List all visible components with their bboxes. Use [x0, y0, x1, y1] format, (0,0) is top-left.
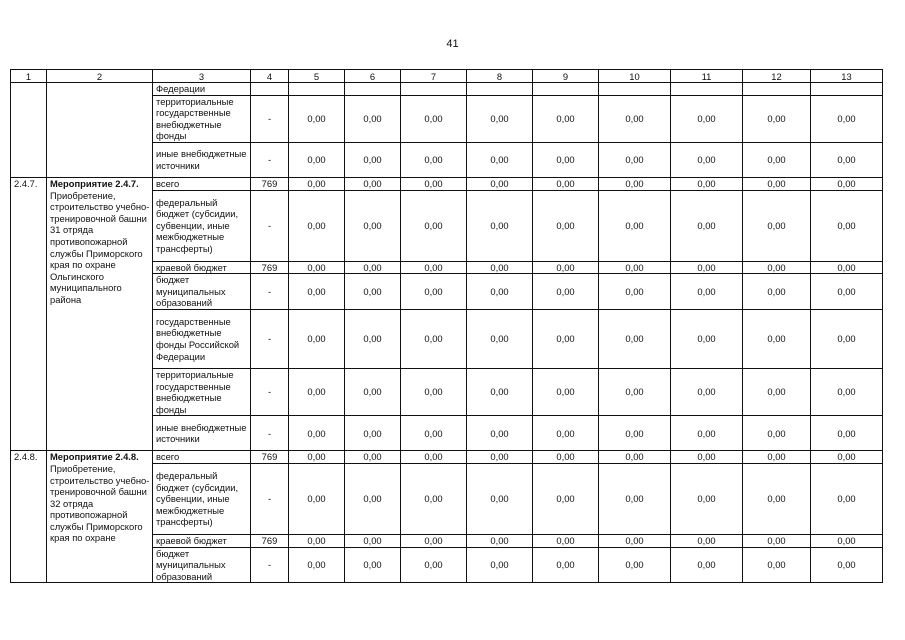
value-cell: 0,00 [599, 463, 671, 534]
value-cell: 0,00 [401, 416, 467, 451]
value-cell: 0,00 [599, 274, 671, 310]
value-cell: 0,00 [671, 95, 743, 142]
table-row [11, 83, 883, 96]
value-cell: 0,00 [533, 309, 599, 368]
value-cell: 0,00 [743, 309, 811, 368]
table-row [11, 451, 883, 464]
value-cell: 0,00 [345, 547, 401, 583]
value-cell: 0,00 [289, 451, 345, 464]
value-cell: 0,00 [671, 309, 743, 368]
column-header: 12 [743, 70, 811, 83]
value-cell: 0,00 [401, 190, 467, 261]
value-cell: 0,00 [811, 177, 883, 190]
value-cell: 0,00 [467, 261, 533, 274]
value-cell: 0,00 [671, 142, 743, 177]
column-header: 4 [251, 70, 289, 83]
measure-title [47, 83, 153, 178]
value-cell: 0,00 [533, 95, 599, 142]
value-cell: 0,00 [533, 534, 599, 547]
value-cell: 0,00 [533, 190, 599, 261]
value-cell [467, 83, 533, 96]
value-cell: 0,00 [467, 95, 533, 142]
column-header: 9 [533, 70, 599, 83]
column-header: 6 [345, 70, 401, 83]
measure-title-text: Приобретение, строительство учебно-тренировочной башни 32 отряда противопожарной службы Приморского края по охране [50, 462, 150, 544]
value-cell: 0,00 [467, 177, 533, 190]
value-cell: 0,00 [811, 416, 883, 451]
value-cell: 0,00 [743, 142, 811, 177]
code-cell: 769 [251, 261, 289, 274]
code-cell: - [251, 274, 289, 310]
value-cell: 0,00 [289, 463, 345, 534]
measure-title [47, 451, 153, 583]
value-cell: 0,00 [345, 142, 401, 177]
value-cell [671, 83, 743, 96]
value-cell: 0,00 [289, 416, 345, 451]
value-cell [743, 83, 811, 96]
value-cell: 0,00 [811, 534, 883, 547]
value-cell: 0,00 [811, 309, 883, 368]
value-cell: 0,00 [533, 261, 599, 274]
column-header: 3 [153, 70, 251, 83]
budget-table [10, 69, 883, 583]
value-cell: 0,00 [345, 177, 401, 190]
funding-source: краевой бюджет [153, 534, 251, 547]
value-cell: 0,00 [533, 463, 599, 534]
funding-source: всего [153, 451, 251, 464]
funding-source: территориальные государственные внебюджетные фонды [153, 368, 251, 415]
code-cell: - [251, 142, 289, 177]
value-cell: 0,00 [345, 309, 401, 368]
value-cell: 0,00 [345, 451, 401, 464]
value-cell [811, 83, 883, 96]
value-cell: 0,00 [811, 95, 883, 142]
value-cell: 0,00 [811, 368, 883, 415]
value-cell: 0,00 [743, 190, 811, 261]
column-header: 8 [467, 70, 533, 83]
value-cell: 0,00 [671, 177, 743, 190]
code-cell: - [251, 309, 289, 368]
value-cell [599, 83, 671, 96]
value-cell: 0,00 [671, 261, 743, 274]
value-cell: 0,00 [671, 547, 743, 583]
value-cell: 0,00 [345, 368, 401, 415]
code-cell: - [251, 95, 289, 142]
value-cell: 0,00 [671, 416, 743, 451]
value-cell: 0,00 [743, 451, 811, 464]
measure-code: 2.4.8. [11, 451, 47, 583]
value-cell: 0,00 [467, 309, 533, 368]
value-cell: 0,00 [599, 309, 671, 368]
value-cell: 0,00 [401, 368, 467, 415]
funding-source: бюджет муниципальных образований [153, 274, 251, 310]
column-header: 13 [811, 70, 883, 83]
value-cell: 0,00 [671, 190, 743, 261]
value-cell: 0,00 [743, 274, 811, 310]
value-cell: 0,00 [811, 142, 883, 177]
value-cell: 0,00 [533, 177, 599, 190]
column-header: 2 [47, 70, 153, 83]
value-cell: 0,00 [401, 177, 467, 190]
value-cell: 0,00 [599, 95, 671, 142]
value-cell: 0,00 [345, 274, 401, 310]
measure-title-bold: Мероприятие 2.4.8. [50, 451, 139, 463]
funding-source: федеральный бюджет (субсидии, субвенции, иные межбюджетные трансферты) [153, 190, 251, 261]
value-cell: 0,00 [345, 463, 401, 534]
value-cell: 0,00 [811, 274, 883, 310]
value-cell: 0,00 [743, 463, 811, 534]
code-cell: - [251, 547, 289, 583]
value-cell: 0,00 [533, 142, 599, 177]
value-cell: 0,00 [743, 534, 811, 547]
value-cell: 0,00 [743, 416, 811, 451]
column-header: 10 [599, 70, 671, 83]
value-cell: 0,00 [811, 547, 883, 583]
value-cell: 0,00 [599, 190, 671, 261]
measure-title [47, 177, 153, 450]
value-cell: 0,00 [811, 451, 883, 464]
code-cell: - [251, 190, 289, 261]
value-cell: 0,00 [467, 463, 533, 534]
value-cell: 0,00 [671, 463, 743, 534]
funding-source: федеральный бюджет (субсидии, субвенции, иные межбюджетные трансферты) [153, 463, 251, 534]
value-cell: 0,00 [811, 261, 883, 274]
value-cell: 0,00 [401, 261, 467, 274]
value-cell: 0,00 [533, 451, 599, 464]
value-cell: 0,00 [599, 416, 671, 451]
page-number: 41 [446, 38, 459, 50]
value-cell [345, 83, 401, 96]
value-cell: 0,00 [671, 534, 743, 547]
measure-title-bold: Мероприятие 2.4.7. [50, 177, 139, 189]
value-cell: 0,00 [599, 547, 671, 583]
value-cell: 0,00 [401, 142, 467, 177]
code-cell: - [251, 416, 289, 451]
code-cell: 769 [251, 534, 289, 547]
value-cell: 0,00 [289, 534, 345, 547]
value-cell: 0,00 [743, 95, 811, 142]
code-cell: - [251, 463, 289, 534]
value-cell: 0,00 [345, 416, 401, 451]
value-cell: 0,00 [743, 368, 811, 415]
column-header: 11 [671, 70, 743, 83]
funding-source: иные внебюджетные источники [153, 416, 251, 451]
code-cell: 769 [251, 177, 289, 190]
code-cell: 769 [251, 451, 289, 464]
value-cell: 0,00 [289, 142, 345, 177]
value-cell: 0,00 [743, 547, 811, 583]
value-cell [289, 83, 345, 96]
value-cell: 0,00 [811, 463, 883, 534]
value-cell: 0,00 [289, 95, 345, 142]
value-cell: 0,00 [289, 309, 345, 368]
value-cell: 0,00 [599, 534, 671, 547]
value-cell: 0,00 [467, 416, 533, 451]
value-cell: 0,00 [401, 274, 467, 310]
value-cell: 0,00 [467, 451, 533, 464]
value-cell: 0,00 [467, 368, 533, 415]
value-cell: 0,00 [289, 190, 345, 261]
funding-source: государственные внебюджетные фонды Российской Федерации [153, 309, 251, 368]
value-cell [401, 83, 467, 96]
header-row [11, 70, 883, 83]
value-cell: 0,00 [289, 177, 345, 190]
value-cell: 0,00 [743, 177, 811, 190]
value-cell: 0,00 [345, 534, 401, 547]
value-cell: 0,00 [671, 368, 743, 415]
value-cell: 0,00 [401, 95, 467, 142]
funding-source: бюджет муниципальных образований [153, 547, 251, 583]
value-cell: 0,00 [467, 547, 533, 583]
code-cell: - [251, 368, 289, 415]
value-cell: 0,00 [401, 451, 467, 464]
value-cell: 0,00 [289, 547, 345, 583]
measure-code: 2.4.7. [11, 177, 47, 450]
value-cell: 0,00 [401, 309, 467, 368]
column-header: 7 [401, 70, 467, 83]
code-cell [251, 83, 289, 96]
value-cell: 0,00 [599, 177, 671, 190]
measure-code [11, 83, 47, 178]
value-cell: 0,00 [533, 368, 599, 415]
value-cell [533, 83, 599, 96]
value-cell: 0,00 [345, 261, 401, 274]
value-cell: 0,00 [345, 190, 401, 261]
value-cell: 0,00 [401, 547, 467, 583]
value-cell: 0,00 [289, 274, 345, 310]
value-cell: 0,00 [599, 261, 671, 274]
value-cell: 0,00 [811, 190, 883, 261]
value-cell: 0,00 [401, 534, 467, 547]
table-row [11, 177, 883, 190]
value-cell: 0,00 [401, 463, 467, 534]
value-cell: 0,00 [743, 261, 811, 274]
value-cell: 0,00 [533, 274, 599, 310]
funding-source: иные внебюджетные источники [153, 142, 251, 177]
value-cell: 0,00 [467, 534, 533, 547]
funding-source: территориальные государственные внебюджетные фонды [153, 95, 251, 142]
value-cell: 0,00 [671, 274, 743, 310]
value-cell: 0,00 [599, 368, 671, 415]
funding-source: Федерации [153, 83, 251, 96]
value-cell: 0,00 [467, 274, 533, 310]
measure-title-text: Приобретение, строительство учебно-тренировочной башни 31 отряда противопожарной службы Приморского края по охране Ольгинского муниципального района [50, 189, 150, 305]
value-cell: 0,00 [345, 95, 401, 142]
value-cell: 0,00 [467, 142, 533, 177]
value-cell: 0,00 [671, 451, 743, 464]
value-cell: 0,00 [599, 142, 671, 177]
value-cell: 0,00 [289, 368, 345, 415]
column-header: 5 [289, 70, 345, 83]
value-cell: 0,00 [289, 261, 345, 274]
value-cell: 0,00 [533, 416, 599, 451]
value-cell: 0,00 [533, 547, 599, 583]
funding-source: всего [153, 177, 251, 190]
funding-source: краевой бюджет [153, 261, 251, 274]
column-header: 1 [11, 70, 47, 83]
value-cell: 0,00 [599, 451, 671, 464]
value-cell: 0,00 [467, 190, 533, 261]
